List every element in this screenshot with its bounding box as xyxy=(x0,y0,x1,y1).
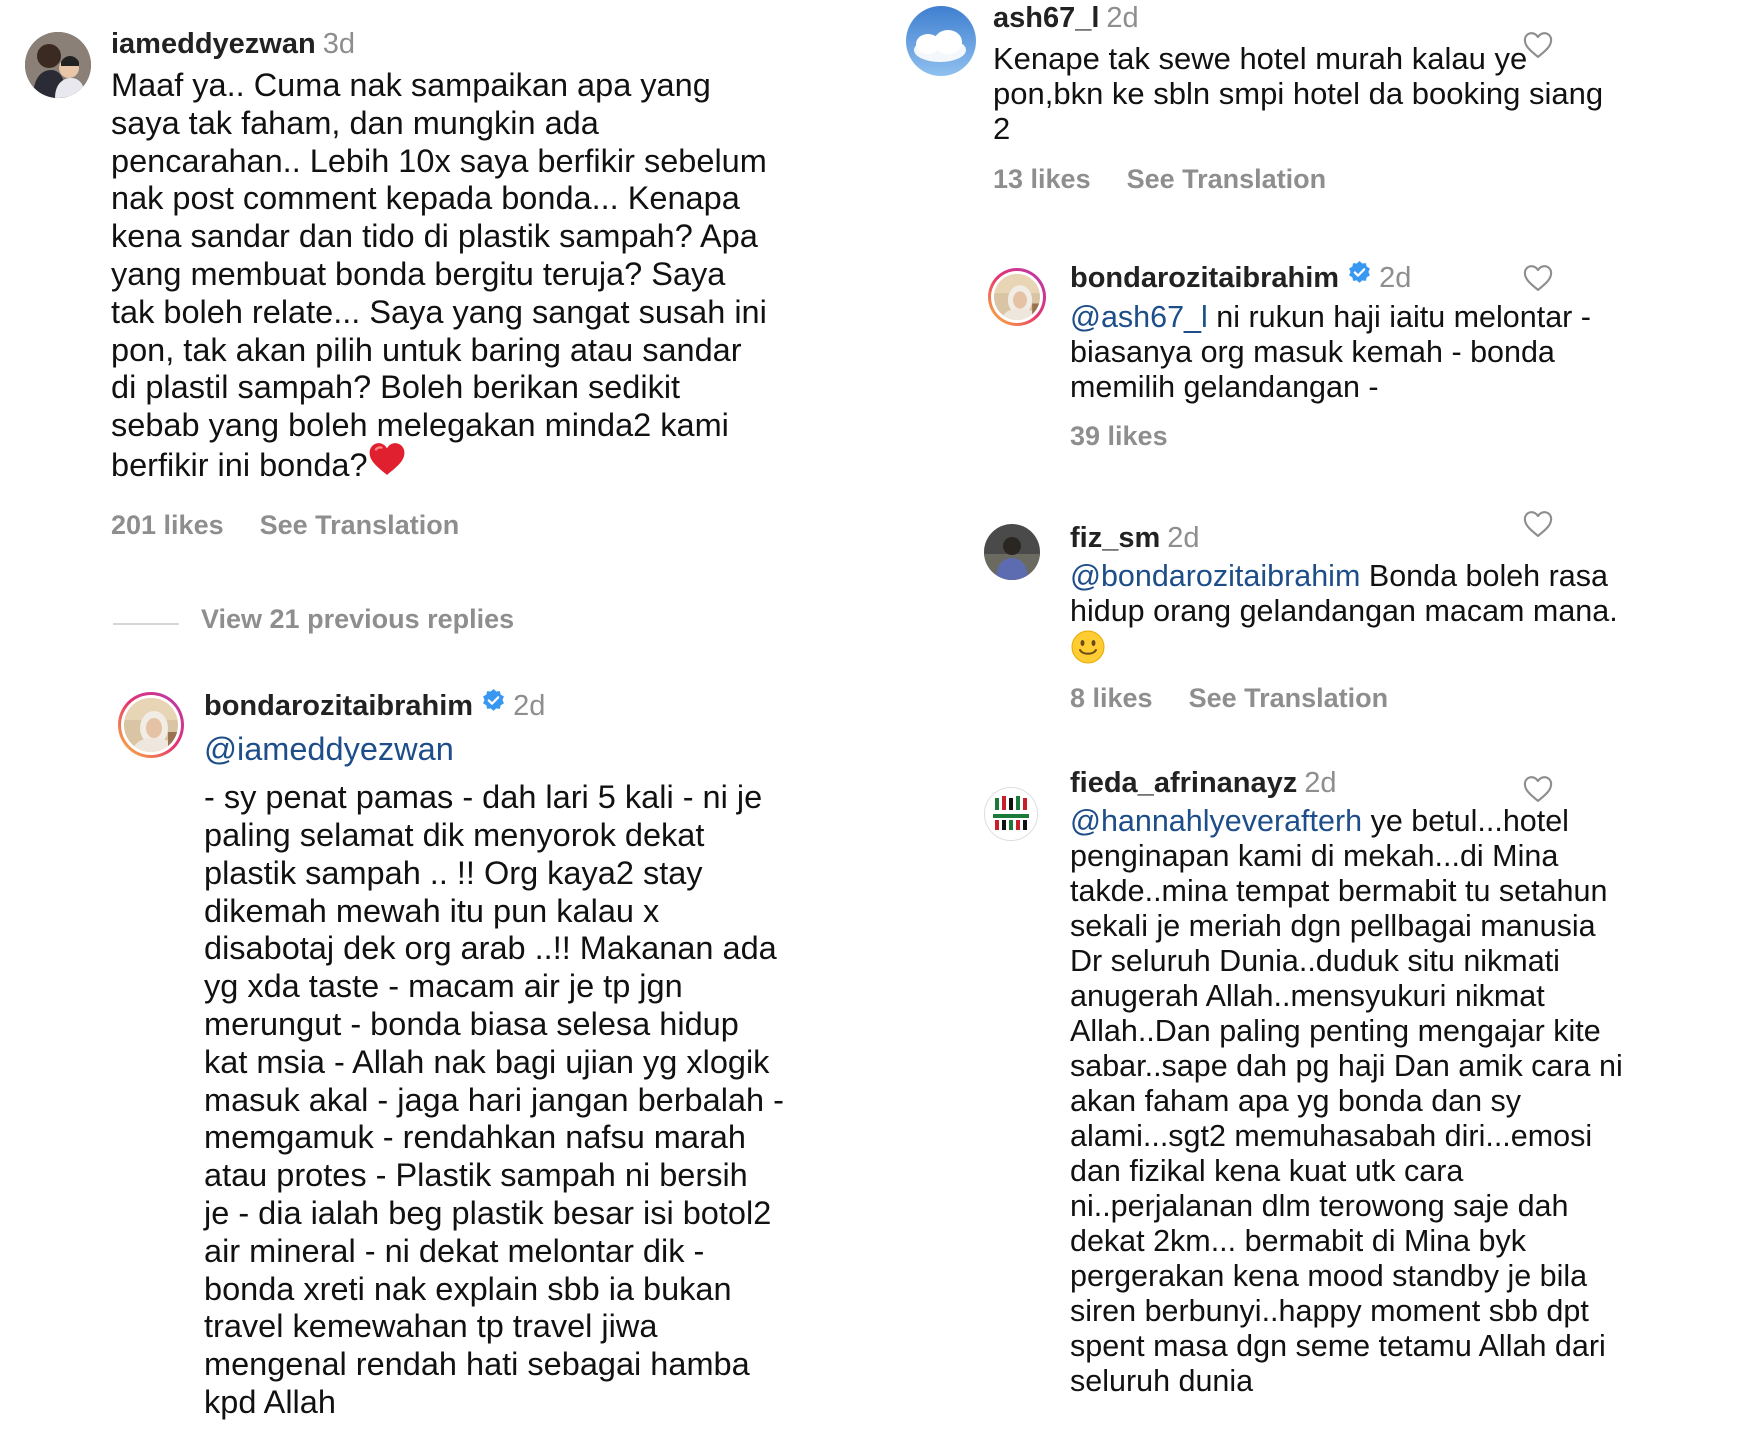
username[interactable]: bondarozitaibrahim xyxy=(1070,262,1340,294)
text-line: sebab yang boleh melegakan minda2 kami xyxy=(111,407,729,444)
verified-badge-icon xyxy=(481,686,506,722)
avatar[interactable] xyxy=(25,32,91,98)
heart-outline-icon[interactable] xyxy=(1523,264,1553,292)
text-line: ni..perjalanan dlm terowong saje dah xyxy=(1070,1189,1569,1223)
text-line: Maaf ya.. Cuma nak sampaikan apa yang xyxy=(111,67,711,103)
text-line: Bonda boleh rasa xyxy=(1360,559,1608,593)
comment-iameddyezwan xyxy=(0,0,860,560)
mention-link[interactable]: @ash67_l xyxy=(1070,300,1208,335)
text-line: je - dia ialah beg plastik besar isi botol2 xyxy=(204,1194,772,1231)
text-line: dekat 2km... bermabit di Mina byk xyxy=(1070,1224,1526,1258)
text-line: travel kemewahan tp travel jiwa xyxy=(204,1308,658,1345)
red-heart-emoji-icon xyxy=(368,441,406,486)
text-line: spent masa dgn seme tetamu Allah dari xyxy=(1070,1329,1606,1363)
smiling-face-emoji-icon xyxy=(1070,629,1106,673)
text-line: memilih gelandangan - xyxy=(1070,370,1379,405)
likes-count[interactable]: 8 likes xyxy=(1070,683,1153,713)
text-line: di plastil sampah? Boleh berikan sedikit xyxy=(111,369,681,406)
text-line: seluruh dunia xyxy=(1070,1364,1254,1398)
avatar[interactable] xyxy=(988,268,1046,326)
text-line: yg xda taste - macam air je tp jgn xyxy=(204,968,683,1005)
text-line: siren berbunyi..happy moment sbb dpt xyxy=(1070,1294,1589,1328)
reply-text xyxy=(1070,300,1630,405)
text-line: plastik sampah .. !! Org kaya2 stay xyxy=(204,854,703,891)
text-line: air mineral - ni dekat melontar dik - xyxy=(204,1232,705,1269)
timestamp: 3d xyxy=(322,28,355,60)
text-line: pencarahan.. Lebih 10x saya berfikir sebelum xyxy=(111,142,767,179)
reply-bondarozitaibrahim xyxy=(880,260,1761,480)
heart-outline-icon[interactable] xyxy=(1523,775,1553,803)
heart-outline-icon[interactable] xyxy=(1523,510,1553,538)
text-line: berfikir ini bonda? xyxy=(111,446,368,483)
timestamp: 2d xyxy=(1106,2,1139,34)
text-line: masuk akal - jaga hari jangan berbalah - xyxy=(204,1081,784,1118)
text-line: memgamuk - rendahkan nafsu marah xyxy=(204,1119,746,1156)
text-line: kena sandar dan tido di plastik sampah? Apa xyxy=(111,218,758,255)
text-line: akan faham apa yg bonda dan sy xyxy=(1070,1084,1522,1118)
see-translation-link[interactable]: See Translation xyxy=(1126,164,1327,194)
username[interactable]: bondarozitaibrahim xyxy=(204,690,474,722)
text-line: kat msia - Allah nak bagi ujian yg xlogik xyxy=(204,1043,770,1080)
username[interactable]: ash67_l xyxy=(993,2,1100,34)
text-line: saya tak faham, dan mungkin ada xyxy=(111,104,599,141)
text-line: anugerah Allah..mensyukuri nikmat xyxy=(1070,979,1545,1013)
text-line: yang membuat bonda bergitu teruja? Saya xyxy=(111,255,726,292)
text-line: pon,bkn ke sbln smpi hotel da booking siang xyxy=(993,76,1604,111)
see-translation-link[interactable]: See Translation xyxy=(1188,683,1389,713)
timestamp: 2d xyxy=(1379,262,1412,294)
username[interactable]: iameddyezwan xyxy=(111,28,316,60)
text-line: Kenape tak sewe hotel murah kalau ye xyxy=(993,41,1528,76)
replies-divider-line xyxy=(113,623,179,625)
timestamp: 2d xyxy=(1167,522,1200,554)
text-line: biasanya org masuk kemah - bonda xyxy=(1070,335,1555,370)
text-line: Dr seluruh Dunia..duduk situ nikmati xyxy=(1070,944,1560,978)
reply-bondarozitaibrahim xyxy=(0,680,870,1440)
reply-text xyxy=(204,731,854,1421)
text-line: - sy penat pamas - dah lari 5 kali - ni je xyxy=(204,779,763,816)
text-line: bonda xreti nak explain sbb ia bukan xyxy=(204,1270,732,1307)
heart-outline-icon[interactable] xyxy=(1523,31,1553,59)
verified-badge-icon xyxy=(1347,258,1372,294)
text-line: hidup orang gelandangan macam mana. xyxy=(1070,594,1618,628)
reply-text xyxy=(1070,804,1650,1399)
text-line: merungut - bonda biasa selesa hidup xyxy=(204,1005,739,1042)
view-previous-replies-button[interactable]: View 21 previous replies xyxy=(201,604,515,634)
avatar[interactable] xyxy=(906,6,976,76)
avatar[interactable] xyxy=(118,692,184,758)
text-line: alami...sgt2 memuhasabah diri...emosi xyxy=(1070,1119,1593,1153)
text-line: pergerakan kena mood standby je bila xyxy=(1070,1259,1588,1293)
mention-link[interactable]: @bondarozitaibrahim xyxy=(1070,559,1361,593)
text-line: nak post comment kepada bonda... Kenapa xyxy=(111,180,740,217)
text-line: sabar..sape dah pg haji Dan amik cara ni xyxy=(1070,1049,1623,1083)
avatar[interactable] xyxy=(984,524,1040,580)
reply-fieda_afrinanayz xyxy=(880,767,1761,1438)
see-translation-link[interactable]: See Translation xyxy=(259,509,460,540)
text-line: atau protes - Plastik sampah ni bersih xyxy=(204,1157,748,1194)
text-line: tak boleh relate... Saya yang sangat susah ini xyxy=(111,293,767,330)
likes-count[interactable]: 201 likes xyxy=(111,509,224,540)
username[interactable]: fiz_sm xyxy=(1070,522,1161,554)
text-line: dan fizikal kena kuat utk cara xyxy=(1070,1154,1464,1188)
text-line: pon, tak akan pilih untuk baring atau sandar xyxy=(111,331,742,368)
reply-text xyxy=(1070,559,1630,673)
text-line: disabotaj dek org arab ..!! Makanan ada xyxy=(204,930,777,967)
mention-link[interactable]: @hannahlyeverafterh xyxy=(1070,804,1363,838)
text-line: mengenal rendah hati sebagai hamba xyxy=(204,1346,750,1383)
reply-fiz_sm xyxy=(880,520,1761,740)
timestamp: 2d xyxy=(513,690,546,722)
likes-count[interactable]: 39 likes xyxy=(1070,421,1168,452)
text-line: sekali je meriah dgn pellbagai manusia xyxy=(1070,909,1596,943)
text-line: 2 xyxy=(993,111,1011,146)
text-line: dikemah mewah itu pun kalau x xyxy=(204,892,660,929)
comment-ash67_l xyxy=(880,0,1761,220)
username[interactable]: fieda_afrinanayz xyxy=(1070,767,1298,799)
text-line: takde..mina tempat bermabit tu setahun xyxy=(1070,874,1608,908)
mention-link[interactable]: @iameddyezwan xyxy=(204,731,454,768)
text-line: kpd Allah xyxy=(204,1383,336,1420)
text-line: paling selamat dik menyorok dekat xyxy=(204,816,705,853)
text-line: Allah..Dan paling penting mengajar kite xyxy=(1070,1014,1601,1048)
text-line: ni rukun haji iaitu melontar - xyxy=(1207,300,1591,335)
timestamp: 2d xyxy=(1304,767,1337,799)
likes-count[interactable]: 13 likes xyxy=(993,164,1091,194)
text-line: penginapan kami di mekah...di Mina xyxy=(1070,839,1559,873)
comment-text xyxy=(111,67,831,490)
text-line: ye betul...hotel xyxy=(1362,804,1569,838)
avatar[interactable] xyxy=(984,787,1038,841)
